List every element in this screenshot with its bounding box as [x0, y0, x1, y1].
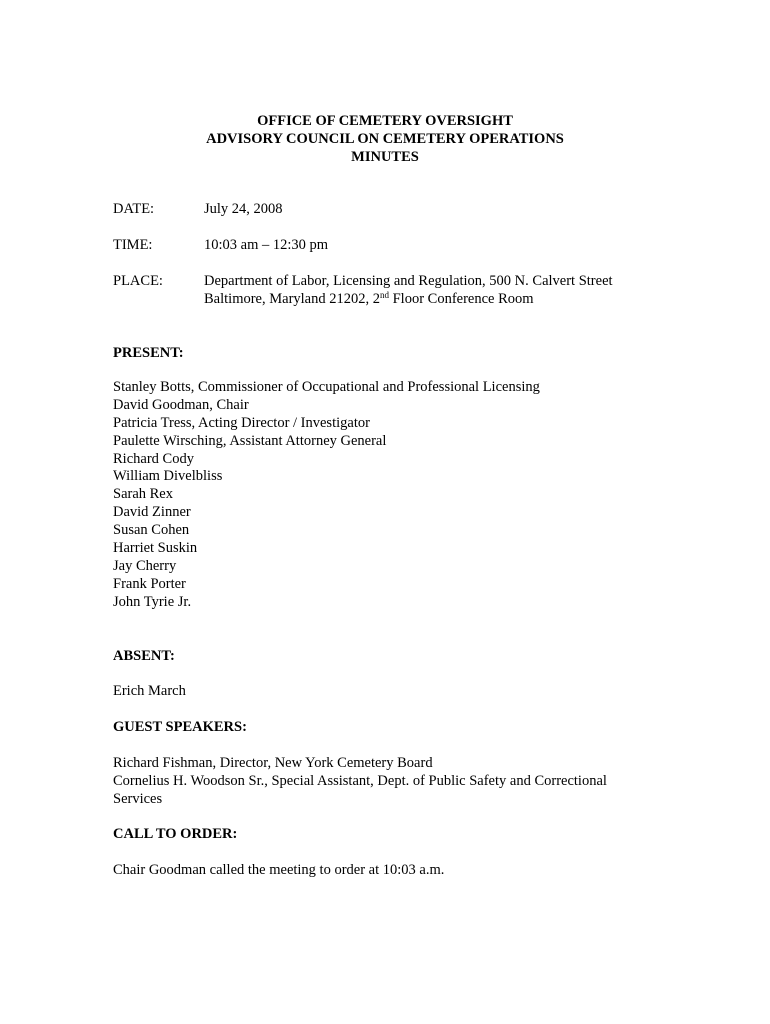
list-item: Susan Cohen — [113, 522, 190, 539]
minutes-title: MINUTES — [351, 149, 419, 165]
place-room-line — [204, 291, 704, 309]
list-item: Jay Cherry — [113, 557, 177, 574]
date-value: July 24, 2008 — [204, 201, 283, 217]
call-to-order-text: Chair Goodman called the meeting to order at 10:03 a.m. — [113, 862, 445, 878]
list-item: Erich March — [113, 683, 186, 699]
time-label: TIME: — [113, 237, 153, 253]
guest-speaker-fishman: Richard Fishman, Director, New York Cemetery Board — [113, 755, 433, 771]
list-item: Sarah Rex — [113, 486, 173, 503]
place-value — [204, 273, 704, 309]
list-item: Paulette Wirsching, Assistant Attorney General — [113, 432, 387, 449]
date-label: DATE: — [113, 201, 155, 217]
time-value: 10:03 am – 12:30 pm — [204, 237, 329, 253]
list-item: Frank Porter — [113, 575, 186, 592]
place-floor-ordinal: nd — [379, 289, 389, 300]
present-heading: PRESENT: — [113, 345, 184, 361]
council-title: ADVISORY COUNCIL ON CEMETERY OPERATIONS — [206, 131, 564, 147]
call-to-order-heading: CALL TO ORDER: — [113, 826, 238, 842]
guest-speakers-list — [113, 755, 653, 809]
place-city-text: Baltimore, Maryland 21202, 2 — [204, 290, 380, 307]
office-title: OFFICE OF CEMETERY OVERSIGHT — [257, 113, 513, 129]
guest-speaker-woodson-cont: Services — [113, 790, 163, 807]
present-list — [113, 379, 673, 612]
list-item: Stanley Botts, Commissioner of Occupational and Professional Licensing — [113, 379, 540, 395]
list-item: William Divelbliss — [113, 468, 223, 485]
guest-speakers-heading: GUEST SPEAKERS: — [113, 719, 247, 735]
place-address-line: Department of Labor, Licensing and Regulation, 500 N. Calvert Street — [204, 273, 613, 289]
list-item: David Zinner — [113, 504, 191, 521]
list-item: Patricia Tress, Acting Director / Investigator — [113, 414, 370, 431]
list-item: David Goodman, Chair — [113, 396, 249, 413]
document-header — [0, 112, 770, 166]
absent-heading: ABSENT: — [113, 648, 175, 664]
list-item: Harriet Suskin — [113, 540, 198, 557]
place-label: PLACE: — [113, 273, 163, 289]
list-item: Richard Cody — [113, 450, 194, 467]
place-room-text: Floor Conference Room — [388, 290, 534, 307]
list-item: John Tyrie Jr. — [113, 593, 192, 610]
absent-list — [113, 683, 673, 701]
guest-speaker-woodson: Cornelius H. Woodson Sr., Special Assistant, Dept. of Public Safety and Correctional — [113, 772, 607, 789]
